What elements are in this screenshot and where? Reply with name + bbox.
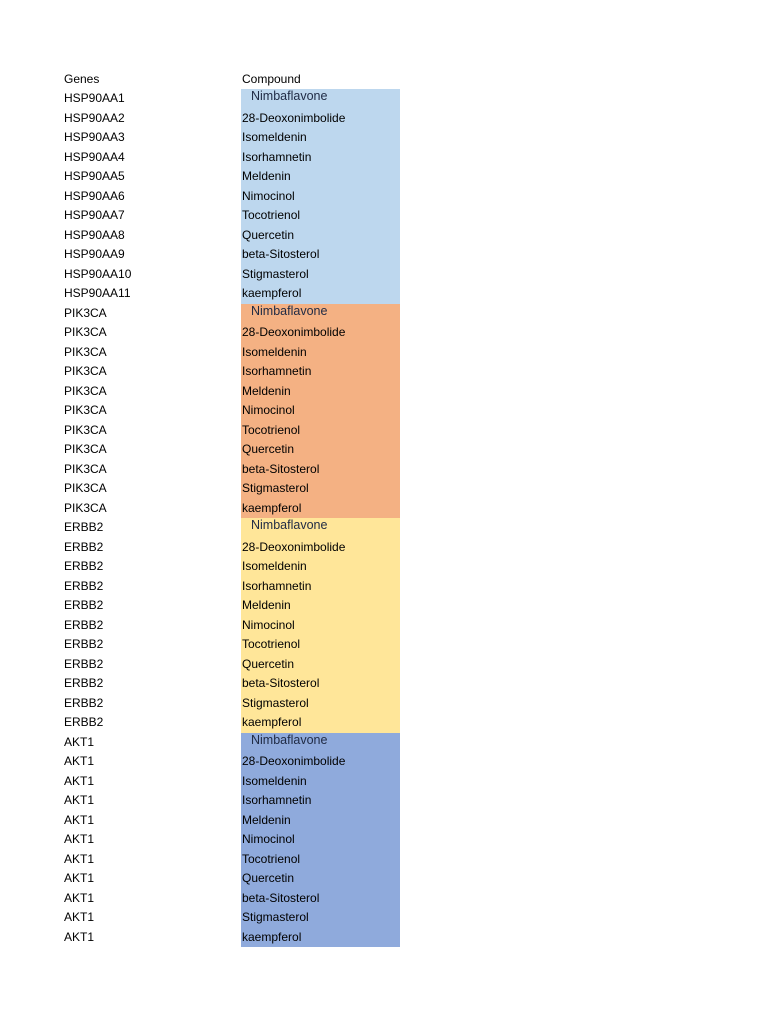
compound-label: Nimbaflavone [251,303,328,318]
gene-cell: PIK3CA [64,305,107,320]
table-row [0,323,768,343]
gene-cell: ERBB2 [64,617,104,632]
table-row [0,89,768,109]
compound-label: Nimocinol [242,188,295,203]
compound-label: kaempferol [242,929,302,944]
compound-cell [241,791,400,811]
compound-label: 28-Deoxonimbolide [242,325,346,339]
table-row [0,733,768,753]
compound-label: Quercetin [242,442,295,456]
gene-cell: PIK3CA [64,325,107,339]
table-row [0,674,768,694]
compound-cell [241,655,400,675]
compound-label: beta-Sitosterol [242,461,320,476]
gene-cell: HSP90AA10 [64,266,132,281]
compound-label: Quercetin [242,656,295,671]
table-row [0,830,768,850]
compound-cell [241,577,400,597]
compound-label: Meldenin [242,598,291,612]
compound-cell [241,440,400,460]
gene-cell: AKT1 [64,890,95,905]
table-row [0,616,768,636]
compound-label: Meldenin [242,169,291,183]
compound-cell [241,304,400,324]
compound-label: Meldenin [242,812,291,827]
compound-cell [241,616,400,636]
compound-label: Quercetin [242,227,295,242]
table-row [0,304,768,324]
table-body [0,89,768,947]
compound-cell [241,128,400,148]
gene-cell: ERBB2 [64,539,104,554]
gene-cell: ERBB2 [64,676,104,690]
gene-cell: AKT1 [64,851,95,866]
compound-label: Isomeldenin [242,130,307,144]
compound-label: beta-Sitosterol [242,676,320,690]
genes-header: Genes [64,72,100,86]
table-row [0,187,768,207]
compound-label: Nimbaflavone [251,89,328,103]
compound-cell [241,733,400,753]
gene-cell: ERBB2 [64,559,104,573]
compound-cell [241,811,400,831]
gene-cell: AKT1 [64,754,95,768]
compound-label: 28-Deoxonimbolide [242,754,346,768]
gene-cell: ERBB2 [64,637,104,651]
table-row [0,850,768,870]
compound-cell [241,499,400,519]
table-row [0,928,768,948]
compound-header: Compound [242,72,301,86]
compound-cell [241,284,400,304]
table-row [0,557,768,577]
compound-label: Nimocinol [242,832,295,846]
compound-cell [241,148,400,168]
gene-cell: HSP90AA2 [64,110,125,125]
table-row [0,577,768,597]
table-row [0,752,768,772]
gene-cell: PIK3CA [64,500,107,515]
gene-cell: AKT1 [64,929,95,944]
compound-cell [241,889,400,909]
compound-label: Nimbaflavone [251,732,328,747]
gene-cell: AKT1 [64,812,95,827]
gene-cell: PIK3CA [64,364,107,378]
compound-cell [241,518,400,538]
compound-cell [241,869,400,889]
gene-cell: PIK3CA [64,422,107,437]
compound-label: Tocotrienol [242,208,301,222]
compound-label: Nimbaflavone [251,518,328,532]
compound-cell [241,908,400,928]
compound-label: Isorhamnetin [242,364,312,378]
compound-cell [241,928,400,948]
table-row [0,811,768,831]
gene-cell: ERBB2 [64,598,104,612]
table-row [0,596,768,616]
gene-cell: HSP90AA4 [64,149,125,164]
compound-label: Isomeldenin [242,344,307,359]
gene-cell: PIK3CA [64,461,107,476]
gene-cell: HSP90AA6 [64,188,125,203]
compound-label: kaempferol [242,715,302,729]
gene-cell: HSP90AA7 [64,208,125,222]
compound-cell [241,596,400,616]
table-row [0,206,768,226]
gene-cell: HSP90AA11 [64,286,131,300]
table-row [0,109,768,129]
table-row [0,265,768,285]
compound-cell [241,187,400,207]
compound-cell [241,850,400,870]
compound-label: Isomeldenin [242,559,307,573]
compound-label: 28-Deoxonimbolide [242,539,346,554]
compound-cell [241,557,400,577]
compound-label: Tocotrienol [242,422,301,437]
gene-cell: PIK3CA [64,383,107,398]
gene-cell: ERBB2 [64,715,104,729]
table-row [0,518,768,538]
compound-cell [241,206,400,226]
table-row [0,713,768,733]
gene-cell: PIK3CA [64,344,107,359]
compound-cell [241,713,400,733]
gene-cell: AKT1 [64,871,95,885]
compound-cell [241,694,400,714]
table-row [0,479,768,499]
gene-cell: HSP90AA3 [64,130,125,144]
compound-label: Tocotrienol [242,637,301,651]
table-row [0,655,768,675]
gene-cell: AKT1 [64,734,95,749]
header-row [0,70,768,89]
table-row [0,362,768,382]
gene-cell: PIK3CA [64,403,107,417]
compound-label: kaempferol [242,500,302,515]
compound-cell [241,245,400,265]
table-row [0,889,768,909]
gene-cell: ERBB2 [64,695,104,710]
compound-cell [241,382,400,402]
table-row [0,791,768,811]
table-row [0,908,768,928]
compound-cell [241,362,400,382]
compound-label: Stigmasterol [242,695,309,710]
gene-cell: AKT1 [64,910,95,924]
gene-cell: HSP90AA9 [64,247,125,261]
table-row [0,382,768,402]
compound-cell [241,109,400,129]
compound-label: Meldenin [242,383,291,398]
table-row [0,421,768,441]
table-row [0,226,768,246]
table-row [0,245,768,265]
table-row [0,128,768,148]
gene-cell: AKT1 [64,773,95,788]
compound-label: Nimocinol [242,403,295,417]
table-row [0,284,768,304]
gene-cell: ERBB2 [64,578,104,593]
compound-label: 28-Deoxonimbolide [242,110,346,125]
compound-label: Stigmasterol [242,266,309,281]
compound-cell [241,830,400,850]
gene-cell: HSP90AA5 [64,169,125,183]
compound-label: Isorhamnetin [242,578,312,593]
table-row [0,772,768,792]
table-row [0,694,768,714]
compound-cell [241,167,400,187]
compound-label: beta-Sitosterol [242,890,320,905]
table-row [0,440,768,460]
compound-cell [241,401,400,421]
table-row [0,401,768,421]
gene-cell: PIK3CA [64,481,107,495]
table-row [0,167,768,187]
compound-cell [241,635,400,655]
compound-cell [241,674,400,694]
compound-cell [241,89,400,109]
compound-label: Tocotrienol [242,851,301,866]
compound-label: Isomeldenin [242,773,307,788]
table-row [0,343,768,363]
table-row [0,635,768,655]
compound-cell [241,538,400,558]
gene-cell: HSP90AA8 [64,227,125,242]
compound-label: Quercetin [242,871,295,885]
compound-cell [241,265,400,285]
table-row [0,148,768,168]
compound-label: kaempferol [242,286,302,300]
table-row [0,499,768,519]
table-row [0,538,768,558]
spreadsheet [0,70,768,947]
compound-cell [241,343,400,363]
gene-cell: ERBB2 [64,520,104,534]
gene-cell: HSP90AA1 [64,91,125,105]
gene-cell: ERBB2 [64,656,104,671]
compound-label: Stigmasterol [242,481,309,495]
compound-cell [241,421,400,441]
gene-cell: AKT1 [64,832,95,846]
gene-cell: PIK3CA [64,442,107,456]
compound-label: Isorhamnetin [242,793,312,807]
compound-label: Stigmasterol [242,910,309,924]
table-row [0,869,768,889]
compound-cell [241,479,400,499]
compound-label: beta-Sitosterol [242,247,320,261]
compound-cell [241,772,400,792]
compound-cell [241,226,400,246]
gene-cell: AKT1 [64,793,95,807]
compound-cell [241,460,400,480]
compound-label: Nimocinol [242,617,295,632]
compound-label: Isorhamnetin [242,149,312,164]
compound-cell [241,323,400,343]
compound-cell [241,752,400,772]
table-row [0,460,768,480]
